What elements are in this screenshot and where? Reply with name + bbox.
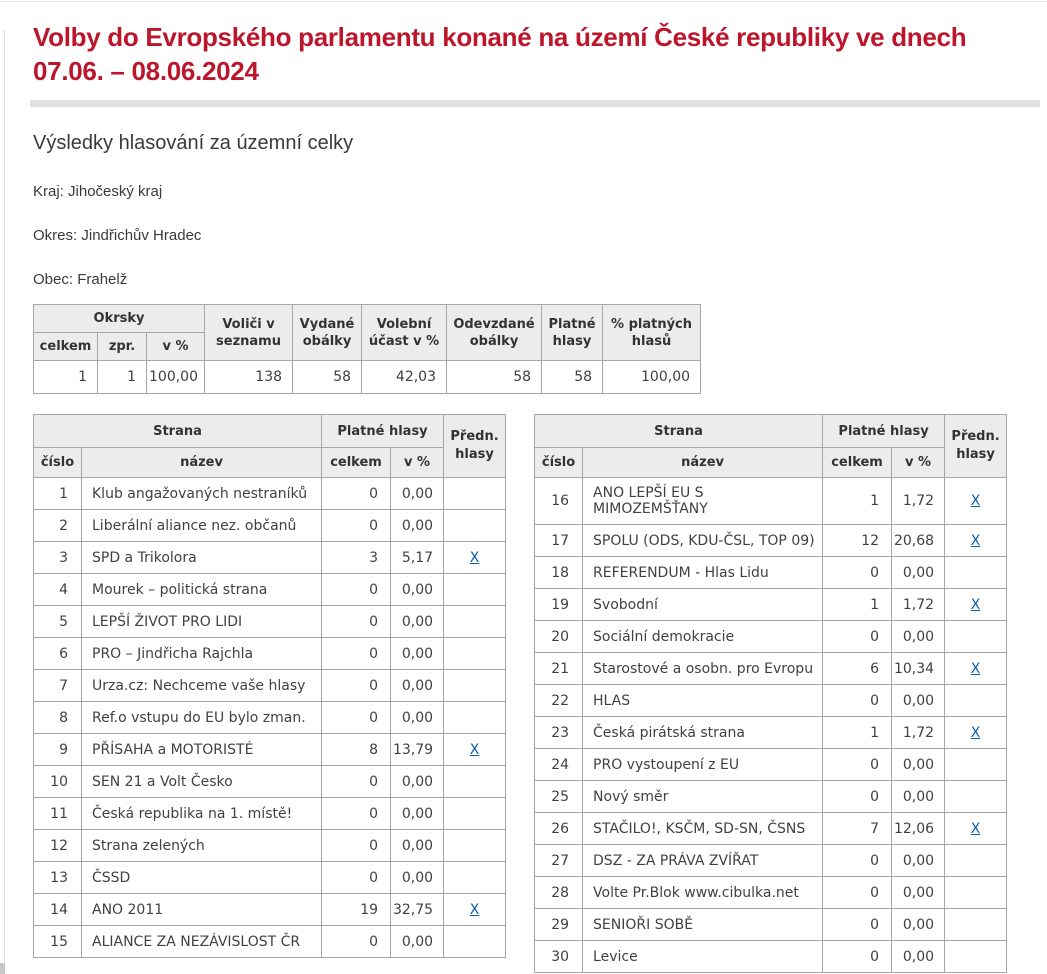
party-table-left — [33, 414, 506, 958]
party-row — [535, 813, 1007, 845]
party-name: Nový směr — [583, 781, 823, 813]
party-votes-total: 12 — [823, 525, 892, 557]
party-pref-cell — [945, 845, 1007, 877]
party-number: 5 — [34, 606, 82, 638]
party-number: 9 — [34, 734, 82, 766]
party-votes-pct: 0,00 — [892, 877, 945, 909]
party-votes-total: 0 — [322, 926, 391, 958]
party-pref-cell — [945, 653, 1007, 685]
party-pref-cell — [945, 717, 1007, 749]
okres-label: Okres: — [33, 227, 78, 244]
party-votes-total: 0 — [322, 798, 391, 830]
party-pref-cell — [945, 589, 1007, 621]
header-celkem: celkem — [322, 448, 391, 478]
party-number: 20 — [535, 621, 583, 653]
kraj-value: Jihočeský kraj — [68, 183, 163, 200]
header-okrsky-zpr: zpr. — [98, 333, 147, 361]
party-votes-pct: 12,06 — [892, 813, 945, 845]
party-row — [34, 702, 506, 734]
party-number: 19 — [535, 589, 583, 621]
pref-votes-link[interactable]: X — [469, 741, 480, 758]
section-title: Výsledky hlasování za územní celky — [33, 132, 354, 154]
party-row — [535, 717, 1007, 749]
party-row — [535, 478, 1007, 525]
party-number: 3 — [34, 542, 82, 574]
party-row — [34, 830, 506, 862]
party-name: Liberální aliance nez. občanů — [82, 510, 322, 542]
summary-values-row — [34, 361, 701, 394]
header-predn-hlasy: Předn. hlasy — [945, 415, 1007, 478]
party-votes-total: 1 — [823, 717, 892, 749]
party-pref-cell — [945, 557, 1007, 589]
value-odevzdane-obalky: 58 — [447, 361, 542, 394]
party-pref-cell — [444, 478, 506, 510]
page-title-line1: Volby do Evropského parlamentu konané na území České republiky ve dnech — [33, 22, 967, 52]
party-name: ALIANCE ZA NEZÁVISLOST ČR — [82, 926, 322, 958]
party-row — [34, 606, 506, 638]
party-name: PRO – Jindřicha Rajchla — [82, 638, 322, 670]
party-name: PŘÍSAHA a MOTORISTÉ — [82, 734, 322, 766]
party-votes-total: 0 — [322, 862, 391, 894]
party-votes-pct: 0,00 — [391, 926, 444, 958]
party-pref-cell — [444, 702, 506, 734]
okres-value: Jindřichův Hradec — [81, 227, 202, 244]
party-row — [34, 734, 506, 766]
party-votes-pct: 0,00 — [892, 749, 945, 781]
party-name: Levice — [583, 941, 823, 973]
party-pref-cell — [444, 830, 506, 862]
party-name: HLAS — [583, 685, 823, 717]
party-votes-pct: 0,00 — [892, 941, 945, 973]
value-volici: 138 — [205, 361, 293, 394]
party-row — [535, 749, 1007, 781]
party-votes-pct: 0,00 — [892, 557, 945, 589]
party-votes-pct: 0,00 — [892, 845, 945, 877]
value-platne-hlasy: 58 — [542, 361, 603, 394]
header-platne-hlasy: Platné hlasy — [823, 415, 945, 448]
party-votes-pct: 0,00 — [391, 606, 444, 638]
party-pref-cell — [444, 862, 506, 894]
header-vpct: v % — [391, 448, 444, 478]
party-name: ČSSD — [82, 862, 322, 894]
pref-votes-link[interactable]: X — [970, 660, 981, 677]
party-pref-cell — [444, 510, 506, 542]
party-tables — [33, 414, 1040, 973]
party-name: DSZ - ZA PRÁVA ZVÍŘAT — [583, 845, 823, 877]
party-votes-pct: 32,75 — [391, 894, 444, 926]
party-number: 11 — [34, 798, 82, 830]
pref-votes-link[interactable]: X — [970, 532, 981, 549]
party-votes-total: 0 — [823, 557, 892, 589]
party-votes-pct: 1,72 — [892, 478, 945, 525]
obec-value: Frahelž — [77, 271, 128, 288]
party-votes-pct: 1,72 — [892, 589, 945, 621]
pref-votes-link[interactable]: X — [970, 493, 981, 509]
party-name: Volte Pr.Blok www.cibulka.net — [583, 877, 823, 909]
pref-votes-link[interactable]: X — [469, 901, 480, 918]
party-votes-pct: 0,00 — [892, 621, 945, 653]
header-volici: Voliči v seznamu — [205, 305, 293, 361]
party-row — [535, 685, 1007, 717]
value-okrsky-celkem: 1 — [34, 361, 98, 394]
party-votes-pct: 0,00 — [391, 510, 444, 542]
party-name: Klub angažovaných nestraníků — [82, 478, 322, 510]
party-votes-pct: 0,00 — [391, 766, 444, 798]
party-row — [34, 542, 506, 574]
kraj-label: Kraj: — [33, 183, 64, 200]
party-number: 10 — [34, 766, 82, 798]
party-pref-cell — [444, 894, 506, 926]
party-votes-pct: 20,68 — [892, 525, 945, 557]
party-name: STAČILO!, KSČM, SD-SN, ČSNS — [583, 813, 823, 845]
party-name: SPOLU (ODS, KDU-ČSL, TOP 09) — [583, 525, 823, 557]
party-pref-cell — [945, 478, 1007, 525]
party-row — [535, 525, 1007, 557]
party-number: 24 — [535, 749, 583, 781]
party-votes-pct: 5,17 — [391, 542, 444, 574]
party-votes-pct: 10,34 — [892, 653, 945, 685]
party-row — [34, 670, 506, 702]
party-row — [34, 478, 506, 510]
party-name: Česká pirátská strana — [583, 717, 823, 749]
party-number: 17 — [535, 525, 583, 557]
party-row — [34, 798, 506, 830]
party-votes-total: 8 — [322, 734, 391, 766]
party-votes-total: 6 — [823, 653, 892, 685]
party-pref-cell — [444, 734, 506, 766]
party-name: ANO LEPŠÍ EU S MIMOZEMŠŤANY — [583, 478, 823, 525]
party-votes-total: 0 — [823, 909, 892, 941]
party-votes-total: 0 — [823, 685, 892, 717]
party-pref-cell — [945, 941, 1007, 973]
header-nazev: název — [82, 448, 322, 478]
party-number: 7 — [34, 670, 82, 702]
party-votes-total: 7 — [823, 813, 892, 845]
party-number: 29 — [535, 909, 583, 941]
party-number: 26 — [535, 813, 583, 845]
party-votes-pct: 0,00 — [391, 798, 444, 830]
party-votes-total: 0 — [322, 766, 391, 798]
party-row — [34, 638, 506, 670]
party-pref-cell — [945, 909, 1007, 941]
party-number: 25 — [535, 781, 583, 813]
party-votes-pct: 0,00 — [892, 909, 945, 941]
party-name: Starostové a osobn. pro Evropu — [583, 653, 823, 685]
party-votes-pct: 0,00 — [391, 478, 444, 510]
party-name: Česká republika na 1. místě! — [82, 798, 322, 830]
party-pref-cell — [945, 781, 1007, 813]
header-vpct: v % — [892, 448, 945, 478]
party-number: 2 — [34, 510, 82, 542]
party-number: 8 — [34, 702, 82, 734]
party-number: 23 — [535, 717, 583, 749]
party-table-right — [534, 414, 1007, 973]
party-row — [535, 909, 1007, 941]
party-votes-pct: 1,72 — [892, 717, 945, 749]
value-volebni-ucast: 42,03 — [362, 361, 447, 394]
party-pref-cell — [444, 926, 506, 958]
party-number: 1 — [34, 478, 82, 510]
party-number: 16 — [535, 478, 583, 525]
pref-votes-link[interactable]: X — [970, 820, 981, 837]
party-votes-pct: 0,00 — [892, 685, 945, 717]
party-number: 30 — [535, 941, 583, 973]
party-votes-pct: 0,00 — [391, 702, 444, 734]
party-row — [34, 574, 506, 606]
party-name: Mourek – politická strana — [82, 574, 322, 606]
pref-votes-link[interactable]: X — [970, 596, 981, 613]
party-pref-cell — [945, 749, 1007, 781]
region-obec — [33, 271, 1040, 288]
party-votes-total: 0 — [823, 941, 892, 973]
party-name: Ref.o vstupu do EU bylo zman. — [82, 702, 322, 734]
party-number: 27 — [535, 845, 583, 877]
party-votes-total: 0 — [823, 877, 892, 909]
party-pref-cell — [444, 670, 506, 702]
party-row — [34, 894, 506, 926]
page-title — [33, 20, 1023, 88]
party-row — [535, 653, 1007, 685]
party-number: 15 — [34, 926, 82, 958]
party-number: 18 — [535, 557, 583, 589]
header-volebni-ucast: Volební účast v % — [362, 305, 447, 361]
party-number: 22 — [535, 685, 583, 717]
party-votes-pct: 0,00 — [391, 830, 444, 862]
party-name: Urza.cz: Nechceme vaše hlasy — [82, 670, 322, 702]
party-votes-total: 0 — [322, 478, 391, 510]
party-votes-total: 1 — [823, 478, 892, 525]
value-vydane-obalky: 58 — [293, 361, 362, 394]
party-name: SEN 21 a Volt Česko — [82, 766, 322, 798]
party-pref-cell — [444, 766, 506, 798]
header-predn-hlasy: Předn. hlasy — [444, 415, 506, 478]
party-votes-pct: 0,00 — [391, 638, 444, 670]
party-pref-cell — [945, 525, 1007, 557]
obec-label: Obec: — [33, 271, 74, 288]
party-pref-cell — [444, 574, 506, 606]
party-votes-total: 0 — [322, 510, 391, 542]
party-votes-pct: 0,00 — [391, 862, 444, 894]
party-pref-cell — [945, 813, 1007, 845]
party-row — [535, 781, 1007, 813]
party-name: REFERENDUM - Hlas Lidu — [583, 557, 823, 589]
party-pref-cell — [945, 685, 1007, 717]
header-vydane-obalky: Vydané obálky — [293, 305, 362, 361]
party-pref-cell — [444, 606, 506, 638]
party-row — [535, 557, 1007, 589]
header-okrsky-celkem: celkem — [34, 333, 98, 361]
party-votes-total: 0 — [322, 574, 391, 606]
party-row — [34, 926, 506, 958]
party-votes-pct: 0,00 — [892, 781, 945, 813]
summary-table — [33, 304, 701, 394]
party-votes-total: 1 — [823, 589, 892, 621]
party-number: 28 — [535, 877, 583, 909]
party-pref-cell — [444, 542, 506, 574]
party-name: PRO vystoupení z EU — [583, 749, 823, 781]
value-okrsky-zpr: 1 — [98, 361, 147, 394]
party-votes-pct: 13,79 — [391, 734, 444, 766]
party-row — [34, 766, 506, 798]
party-row — [535, 877, 1007, 909]
header-okrsky: Okrsky — [34, 305, 205, 333]
party-number: 4 — [34, 574, 82, 606]
party-pref-cell — [945, 621, 1007, 653]
party-row — [535, 621, 1007, 653]
header-odevzdane-obalky: Odevzdané obálky — [447, 305, 542, 361]
party-name: Strana zelených — [82, 830, 322, 862]
party-number: 12 — [34, 830, 82, 862]
party-votes-total: 0 — [322, 830, 391, 862]
region-okres — [33, 227, 1040, 244]
party-row — [34, 510, 506, 542]
title-divider — [30, 100, 1040, 107]
page-title-line2: 07.06. – 08.06.2024 — [33, 56, 259, 86]
party-name: Sociální demokracie — [583, 621, 823, 653]
pref-votes-link[interactable]: X — [469, 549, 480, 566]
party-votes-total: 0 — [322, 702, 391, 734]
party-pref-cell — [444, 638, 506, 670]
party-pref-cell — [444, 798, 506, 830]
party-number: 21 — [535, 653, 583, 685]
party-votes-total: 19 — [322, 894, 391, 926]
party-row — [535, 589, 1007, 621]
party-name: SPD a Trikolora — [82, 542, 322, 574]
party-votes-total: 0 — [823, 845, 892, 877]
party-votes-total: 0 — [823, 781, 892, 813]
party-number: 14 — [34, 894, 82, 926]
party-votes-total: 0 — [322, 606, 391, 638]
party-name: SENIOŘI SOBĚ — [583, 909, 823, 941]
pref-votes-link[interactable]: X — [970, 724, 981, 741]
party-row — [535, 941, 1007, 973]
header-strana: Strana — [535, 415, 823, 448]
party-number: 6 — [34, 638, 82, 670]
party-votes-total: 0 — [322, 638, 391, 670]
party-row — [34, 862, 506, 894]
party-votes-pct: 0,00 — [391, 574, 444, 606]
party-votes-pct: 0,00 — [391, 670, 444, 702]
party-number: 13 — [34, 862, 82, 894]
header-cislo: číslo — [535, 448, 583, 478]
party-votes-total: 0 — [322, 670, 391, 702]
header-platne-hlasy: Platné hlasy — [542, 305, 603, 361]
value-okrsky-vpct: 100,00 — [147, 361, 205, 394]
page-top-border — [0, 1, 1047, 2]
header-strana: Strana — [34, 415, 322, 448]
party-votes-total: 0 — [823, 749, 892, 781]
header-celkem: celkem — [823, 448, 892, 478]
party-name: LEPŠÍ ŽIVOT PRO LIDI — [82, 606, 322, 638]
party-votes-total: 3 — [322, 542, 391, 574]
header-nazev: název — [583, 448, 823, 478]
region-kraj — [33, 183, 1040, 200]
header-platne-hlasy: Platné hlasy — [322, 415, 444, 448]
value-pct-platnych: 100,00 — [603, 361, 701, 394]
party-name: Svobodní — [583, 589, 823, 621]
header-cislo: číslo — [34, 448, 82, 478]
party-pref-cell — [945, 877, 1007, 909]
party-row — [535, 845, 1007, 877]
results-page — [0, 20, 1040, 973]
header-okrsky-vpct: v % — [147, 333, 205, 361]
header-pct-platnych: % platných hlasů — [603, 305, 701, 361]
party-name: ANO 2011 — [82, 894, 322, 926]
party-votes-total: 0 — [823, 621, 892, 653]
